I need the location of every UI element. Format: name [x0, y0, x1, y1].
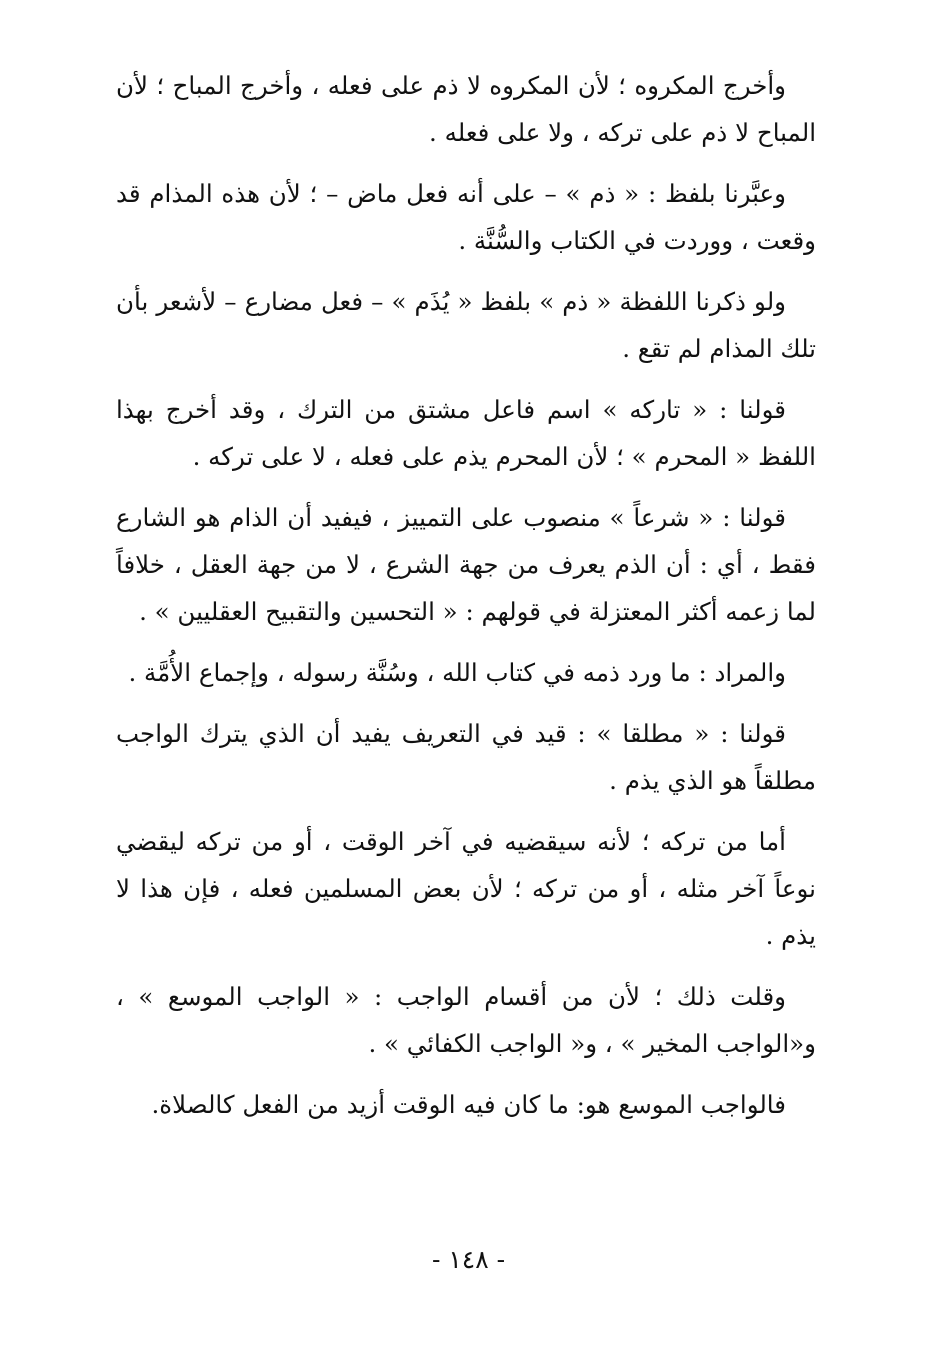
paragraph: وعبَّرنا بلفظ : « ذم » – على أنه فعل ماض – ؛ لأن هذه المذام قد وقعت ، ووردت في الكتاب والسُّنَّة . [116, 179, 816, 255]
paragraph: والمراد : ما ورد ذمه في كتاب الله ، وسُنَّة رسوله ، وإجماع الأُمَّة . [128, 658, 786, 687]
paragraph: قولنا : « تاركه » اسم فاعل مشتق من الترك ، وقد أخرج بهذا اللفظ « المحرم » ؛ لأن المحرم يذم على فعله ، لا على تركه . [116, 395, 816, 471]
page-number: - ١٤٨ - [431, 1245, 506, 1274]
paragraph: قولنا : « شرعاً » منصوب على التمييز ، فيفيد أن الذام هو الشارع فقط ، أي : أن الذم يعرف من جهة الشرع ، لا من جهة العقل ، خلافاً لما زعمه أكثر المعتزلة في قولهم : « التحسين والتقبيح العقليين » . [116, 503, 816, 626]
body-text [116, 62, 816, 1142]
paragraph: قولنا : « مطلقا » : قيد في التعريف يفيد أن الذي يترك الواجب مطلقاً هو الذي يذم . [116, 719, 816, 795]
paragraph: ولو ذكرنا اللفظة « ذم » بلفظ « يُذَم » – فعل مضارع – لأشعر بأن تلك المذام لم تقع . [116, 287, 816, 363]
paragraph: أما من تركه ؛ لأنه سيقضيه في آخر الوقت ، أو من تركه ليقضي نوعاً آخر مثله ، أو من تركه ؛ لأن بعض المسلمين فعله ، فإن هذا لا يذم . [116, 827, 816, 950]
paragraph: وقلت ذلك ؛ لأن من أقسام الواجب : « الواجب الموسع » ، و«الواجب المخير » ، و« الواجب الكفائي » . [116, 982, 816, 1058]
paragraph: فالواجب الموسع هو: ما كان فيه الوقت أزيد من الفعل كالصلاة. [151, 1090, 786, 1119]
paragraph: وأخرج المكروه ؛ لأن المكروه لا ذم على فعله ، وأخرج المباح ؛ لأن المباح لا ذم على تركه ، ولا على فعله . [116, 71, 816, 147]
